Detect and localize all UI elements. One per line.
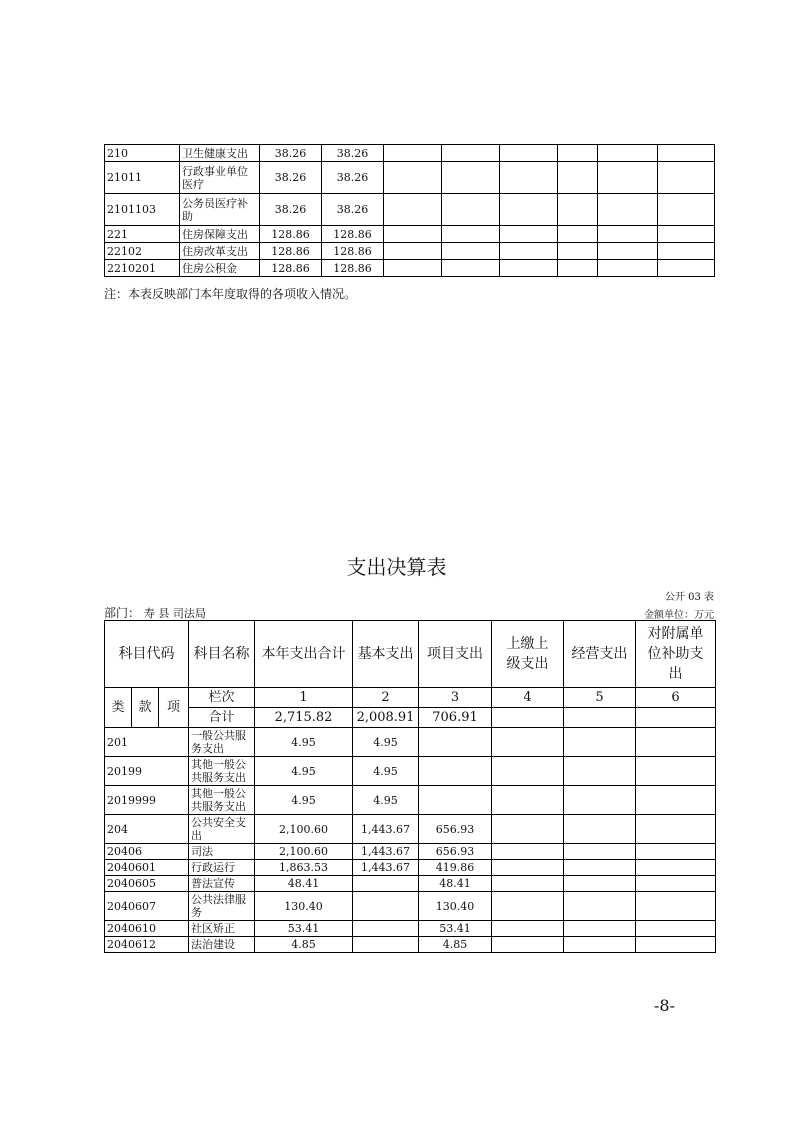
header-business: 经营支出 [564,621,636,688]
row-value: 38.26 [322,145,384,162]
basic-value [353,876,419,892]
column-label: 栏次 [189,688,255,708]
department-label: 部门： [104,606,141,620]
row-value: 38.26 [260,194,322,226]
header-code: 科目代码 [105,621,189,688]
project-value [419,786,492,815]
row-code: 221 [105,226,180,243]
table-row [105,892,716,921]
amount-unit: 金额单位：万元 [644,610,714,621]
row-code: 2040612 [105,937,189,953]
row-value: 128.86 [322,243,384,260]
basic-value: 1,443.67 [353,860,419,876]
project-value: 130.40 [419,892,492,921]
row-name: 住房改革支出 [180,243,260,260]
row-name: 一般公共服务支出 [189,728,255,757]
page-title: 支出决算表 [346,555,447,579]
column-number: 3 [419,688,492,708]
table-row [105,921,716,937]
total-value: 48.41 [255,876,353,892]
basic-value: 1,443.67 [353,815,419,844]
project-value: 53.41 [419,921,492,937]
header-total: 本年支出合计 [255,621,353,688]
row-name: 司法 [189,844,255,860]
table-row [105,815,716,844]
row-code: 2040610 [105,921,189,937]
total-value: 2,100.60 [255,844,353,860]
total-value: 4.95 [255,757,353,786]
total-value: 2,100.60 [255,815,353,844]
row-name: 其他一般公共服务支出 [189,786,255,815]
row-name: 普法宣传 [189,876,255,892]
table-row [105,757,716,786]
total-value: 53.41 [255,921,353,937]
total-value: 1,863.53 [255,860,353,876]
column-number: 1 [255,688,353,708]
page-number-wrap [0,996,793,1015]
page-number: -8- [654,996,675,1015]
table-row [105,937,716,953]
row-code: 21011 [105,162,180,194]
basic-value: 4.95 [353,728,419,757]
row-code: 210 [105,145,180,162]
row-name: 卫生健康支出 [180,145,260,162]
row-value: 128.86 [322,226,384,243]
row-code: 201 [105,728,189,757]
total-value: 4.95 [255,728,353,757]
total-value: 4.95 [255,786,353,815]
row-name: 公共法律服务 [189,892,255,921]
project-value: 48.41 [419,876,492,892]
project-value: 656.93 [419,844,492,860]
row-code: 22102 [105,243,180,260]
project-value: 4.85 [419,937,492,953]
header-basic: 基本支出 [353,621,419,688]
row-value: 128.86 [322,260,384,277]
basic-value [353,921,419,937]
column-number: 4 [492,688,564,708]
total-value: 130.40 [255,892,353,921]
table-note: 注：本表反映部门本年度取得的各项收入情况。 [104,287,357,301]
basic-value [353,892,419,921]
row-code: 2210201 [105,260,180,277]
table-row [105,194,715,226]
table-row [105,860,716,876]
row-code: 2040601 [105,860,189,876]
row-name: 公务员医疗补助 [180,194,260,226]
column-number: 2 [353,688,419,708]
table-row [105,728,716,757]
row-value: 38.26 [260,145,322,162]
level-kuan: 款 [132,688,159,728]
header-upper: 上缴上级支出 [492,621,564,688]
row-code: 2040605 [105,876,189,892]
project-value: 656.93 [419,815,492,844]
income-table-continued [104,144,715,277]
total-value: 4.85 [255,937,353,953]
form-code: 公开 03 表 [664,592,714,603]
total-value: 2,715.82 [255,708,353,728]
row-value: 128.86 [260,243,322,260]
table-row [105,260,715,277]
level-xiang: 项 [159,688,189,728]
table-row [105,162,715,194]
project-value [419,757,492,786]
row-name: 行政事业单位医疗 [180,162,260,194]
table-row [105,226,715,243]
basic-value: 4.95 [353,757,419,786]
table-row [105,786,716,815]
project-value: 419.86 [419,860,492,876]
project-value: 706.91 [419,708,492,728]
header-project: 项目支出 [419,621,492,688]
row-value: 38.26 [322,162,384,194]
table-row [105,844,716,860]
row-name: 法治建设 [189,937,255,953]
department-line [104,604,206,621]
department-name: 寿 县 司法局 [143,607,206,620]
row-code: 20199 [105,757,189,786]
level-lei: 类 [105,688,132,728]
basic-value [353,937,419,953]
basic-value: 2,008.91 [353,708,419,728]
expense-table [104,620,716,953]
basic-value: 1,443.67 [353,844,419,860]
row-code: 2019999 [105,786,189,815]
header-row [105,621,716,688]
column-number: 5 [564,688,636,708]
row-code: 204 [105,815,189,844]
total-row [105,708,716,728]
row-value: 38.26 [322,194,384,226]
row-name: 其他一般公共服务支出 [189,757,255,786]
row-code: 2040607 [105,892,189,921]
row-code: 20406 [105,844,189,860]
table-row [105,145,715,162]
column-number-row [105,688,716,708]
header-name: 科目名称 [189,621,255,688]
row-value: 128.86 [260,260,322,277]
row-name: 住房公积金 [180,260,260,277]
row-name: 住房保障支出 [180,226,260,243]
row-name: 公共安全支出 [189,815,255,844]
table-row [105,243,715,260]
project-value [419,728,492,757]
row-name: 社区矫正 [189,921,255,937]
row-value: 38.26 [260,162,322,194]
row-name: 行政运行 [189,860,255,876]
total-label: 合计 [189,708,255,728]
row-value: 128.86 [260,226,322,243]
column-number: 6 [636,688,716,708]
table-row [105,876,716,892]
basic-value: 4.95 [353,786,419,815]
row-code: 2101103 [105,194,180,226]
header-subsidiary: 对附属单位补助支出 [636,621,716,688]
